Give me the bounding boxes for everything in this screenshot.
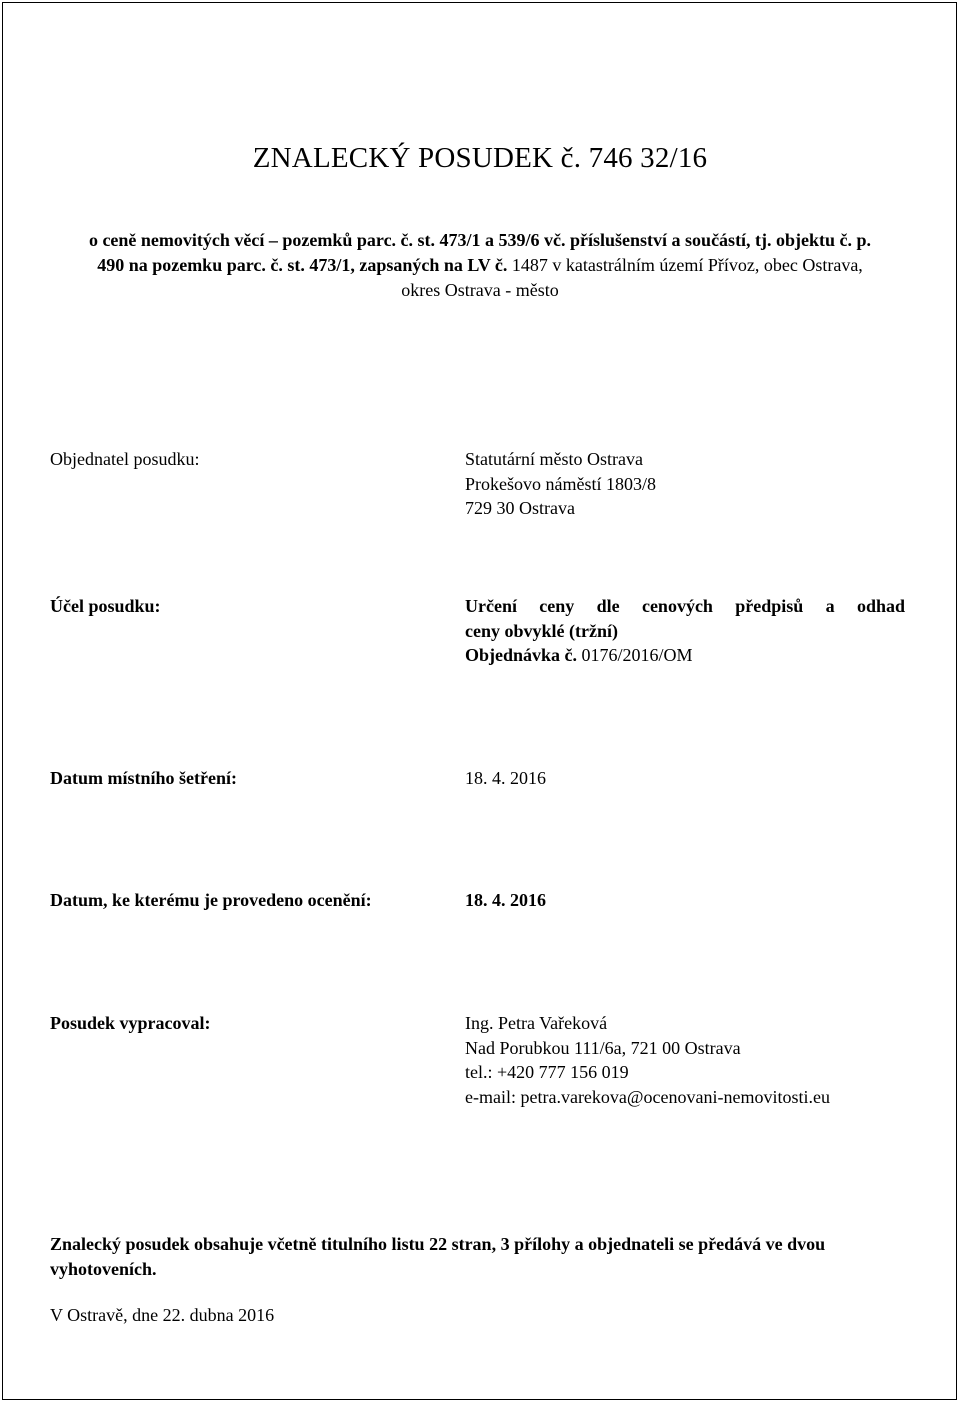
purpose-line: ceny obvyklé (tržní): [465, 620, 618, 641]
purpose-value: [465, 594, 905, 668]
inspection-date-value: 18. 4. 2016: [465, 768, 546, 788]
closing-statement: Znalecký posudek obsahuje včetně titulního listu 22 stran, 3 přílohy a objednateli se předává ve dvou vyhotoveních.: [50, 1234, 826, 1279]
document-subject: [76, 228, 884, 303]
client-label: Objednatel posudku:: [50, 449, 200, 469]
client-address: [465, 447, 656, 521]
author-name: Ing. Petra Vařeková: [465, 1013, 608, 1033]
subject-regular-text: 1487 v katastrálním území Přívoz, obec Ostrava, okres Ostrava - město: [401, 255, 863, 300]
author-email: e-mail: petra.varekova@ocenovani-nemovitosti.eu: [465, 1086, 830, 1107]
purpose-label: Účel posudku:: [50, 596, 161, 616]
client-line: 729 30 Ostrava: [465, 498, 575, 518]
place-and-date: V Ostravě, dne 22. dubna 2016: [50, 1305, 275, 1325]
inspection-date-label: Datum místního šetření:: [50, 768, 237, 788]
order-label: Objednávka č.: [465, 645, 578, 665]
order-number-line: [465, 643, 905, 668]
valuation-date-label: Datum, ke kterému je provedeno ocenění:: [50, 890, 372, 910]
document-title: ZNALECKÝ POSUDEK č. 746 32/16: [252, 142, 708, 174]
subject-bold-text: o ceně nemovitých věcí – pozemků parc. č. st. 473/1 a 539/6 vč. příslušenství a součástí, tj. objektu č. p. 490 na pozemku parc. č. st. 473/1, zapsaných na LV č.: [88, 230, 872, 275]
author-address: Nad Porubkou 111/6a, 721 00 Ostrava: [465, 1037, 741, 1058]
author-details: [465, 1011, 830, 1109]
purpose-line: Určení ceny dle cenových předpisů a odhad: [465, 596, 905, 616]
author-label: Posudek vypracoval:: [50, 1013, 211, 1033]
author-phone: tel.: +420 777 156 019: [465, 1062, 629, 1082]
client-line: Statutární město Ostrava: [465, 449, 643, 469]
client-line: Prokešovo náměstí 1803/8: [465, 473, 656, 494]
page-border: [2, 2, 957, 1400]
order-number: 0176/2016/OM: [577, 645, 693, 665]
valuation-date-value: 18. 4. 2016: [465, 890, 546, 910]
